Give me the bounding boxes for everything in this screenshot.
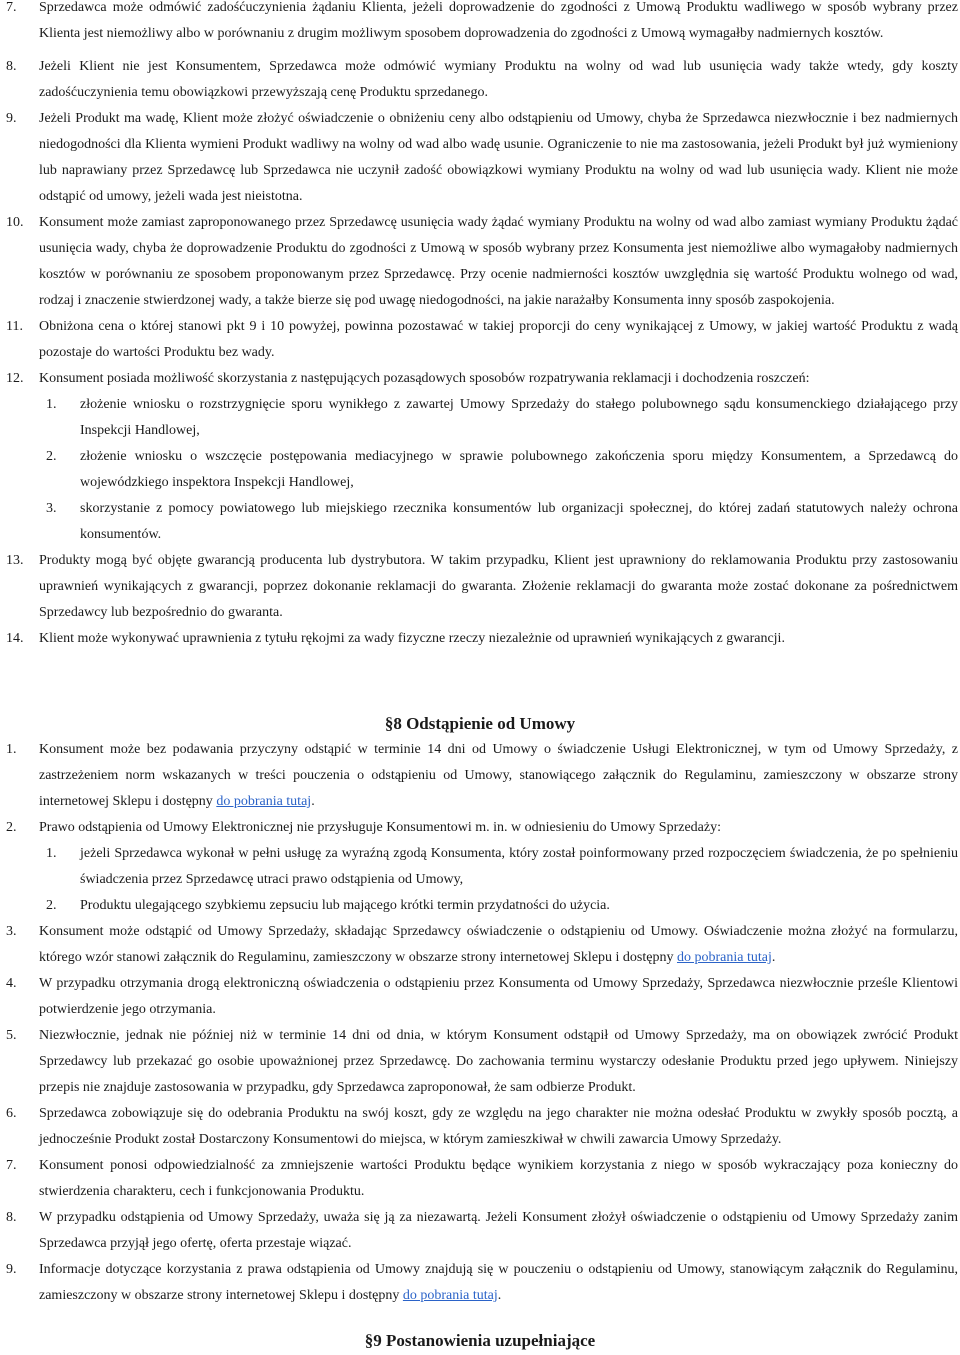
list-item [0,626,960,652]
item-text: W przypadku odstąpienia od Umowy Sprzedaży, uważa się ją za niezawartą. Jeżeli Konsument złożył oświadczenie o odstąpieniu od Umowy Sprzedaży zanim Sprzedawca przyjął jego ofertę, oferta przestaje wiązać. [39,1210,958,1251]
list-item [0,971,960,1023]
list-item [0,1023,960,1101]
item-text: Klient może wykonywać uprawnienia z tytułu rękojmi za wady fizyczne rzeczy niezależnie od uprawnień wynikających z gwarancji. [39,631,785,646]
list-item [0,1205,960,1257]
item-text: Sprzedawca zobowiązuje się do odebrania Produktu na swój koszt, gdy ze względu na jego charakter nie można odesłać Produktu w zwykły sposób pocztą, a jednocześnie Produkt został Dostarczony Konsumentowi do miejsca, w którym zamieszkiwał w chwili zawarcia Umowy Sprzedaży. [39,1106,958,1147]
item-text: Jeżeli Klient nie jest Konsumentem, Sprzedawca może odmówić wymiany Produktu na wolny od wad lub usunięcia wady także wtedy, gdy koszty zadośćuczynienia temu obowiązkowi przewyższają cenę Produktu sprzedanego. [39,59,958,100]
item-number: 2. [6,820,17,835]
item-text: jeżeli Sprzedawca wykonał w pełni usługę za wyraźną zgodą Konsumenta, który został poinformowany przed rozpoczęciem świadczenia, że po spełnieniu świadczenia przez Sprzedawcę utraci prawo odstąpienia od Umowy, [80,846,958,887]
item-text: Konsument może zamiast zaproponowanego przez Sprzedawcę usunięcia wady żądać wymiany Produktu na wolny od wad albo zamiast wymiany Produktu żądać usunięcia wady, chyba że doprowadzenie Produktu do zgodności z Umową w sposób wybrany przez Konsumenta jest niemożliwe albo wymagałoby nadmiernych kosztów w porównaniu ze sposobem proponowanym przez Sprzedawcę. Przy ocenie nadmierności kosztów uwzględnia się wartość Produktu wolnego od wad, rodzaj i znaczenie stwierdzonej wady, a także bierze się pod uwagę niedogodności, na jakie narażałby Konsumenta inny sposób zaspokojenia. [39,215,958,308]
list-item [0,54,960,106]
item-text: Prawo odstąpienia od Umowy Elektronicznej nie przysługuje Konsumentowi m. in. w odniesieniu do Umowy Sprzedaży: [39,820,721,835]
item-text: Obniżona cena o której stanowi pkt 9 i 10 powyżej, powinna pozostawać w takiej proporcji do ceny wynikającej z Umowy, w jakiej wartość Produktu z wadą pozostaje do wartości Produktu bez wady. [39,319,958,360]
sub-list-item [0,496,960,548]
list-item [0,1153,960,1205]
item-number: 9. [6,1262,17,1277]
item-text-end: . [497,1288,502,1303]
section-heading: §9 Postanowienia uzupełniające [364,1331,596,1350]
section-heading: §8 Odstąpienie od Umowy [384,714,576,733]
item-text-end: . [771,950,776,965]
download-link[interactable]: do pobrania tutaj [676,950,772,965]
item-number: 13. [6,553,24,568]
item-text: Jeżeli Produkt ma wadę, Klient może złożyć oświadczenie o obniżeniu ceny albo odstąpieniu od Umowy, chyba że Sprzedawca niezwłocznie i bez nadmiernych niedogodności dla Klienta wymieni Produkt wadliwy na wolny od wad albo wadę usunie. Ograniczenie to nie ma zastosowania, jeżeli Produkt był już wymieniony lub naprawiany przez Sprzedawcę lub Sprzedawca nie uczynił zadość obowiązkowi wymiany Produktu na wolny od wad lub usunięcia wady. Klient nie może odstąpić od umowy, jeżeli wada jest nieistotna. [39,111,958,204]
item-number: 8. [6,1210,17,1225]
item-number: 7. [6,0,17,15]
item-number: 1. [6,742,17,757]
item-text: Konsument może bez podawania przyczyny odstąpić w terminie 14 dni od Umowy o świadczenie Usługi Elektronicznej, w tym od Umowy Sprzedaży, z zastrzeżeniem norm wskazanych w treści pouczenia o odstąpieniu od Umowy, stanowiącego załącznik do Regulaminu, zamieszczony w obszarze strony internetowej Sklepu i dostępny [39,742,958,809]
sub-list-item [0,392,960,444]
item-text: skorzystanie z pomocy powiatowego lub miejskiego rzecznika konsumentów lub organizacji społecznej, do której zadań statutowych należy ochrona konsumentów. [80,501,958,542]
item-number: 14. [6,631,24,646]
download-link[interactable]: do pobrania tutaj [402,1288,498,1303]
item-text: złożenie wniosku o wszczęcie postępowania mediacyjnego w sprawie polubownego zakończenia sporu między Konsumentem, a Sprzedawcą do wojewódzkiego inspektora Inspekcji Handlowej, [80,449,958,490]
item-number: 1. [46,397,57,412]
item-text: złożenie wniosku o rozstrzygnięcie sporu wynikłego z zawartej Umowy Sprzedaży do stałego polubownego sądu konsumenckiego działającego przy Inspekcji Handlowej, [80,397,958,438]
sub-list-item [0,893,960,919]
item-text-end: . [311,794,315,809]
sub-list-item [0,841,960,893]
item-number: 3. [46,501,57,516]
item-number: 1. [46,846,57,861]
download-link[interactable]: do pobrania tutaj [216,794,312,809]
item-number: 2. [46,449,57,464]
list-item [0,0,960,47]
item-number: 12. [6,371,24,386]
list-item [0,366,960,392]
section-8 [0,711,960,1309]
item-text: W przypadku otrzymania drogą elektroniczną oświadczenia o odstąpieniu przez Konsumenta od Umowy Sprzedaży, Sprzedawca niezwłocznie prześle Klientowi potwierdzenie jego otrzymania. [39,976,958,1017]
item-text: Produkty mogą być objęte gwarancją producenta lub dystrybutora. W takim przypadku, Klient jest uprawniony do reklamowania Produktu przy zastosowaniu uprawnień wynikających z gwarancji, poprzez dokonanie reklamacji do gwaranta. Złożenie reklamacji do gwaranta może zostać dokonane za pośrednictwem Sprzedawcy lub bezpośrednio do gwaranta. [39,553,958,620]
item-number: 2. [46,898,57,913]
list-item [0,737,960,815]
list-item [0,1101,960,1153]
list-item [0,314,960,366]
section-9 [0,1328,960,1354]
item-number: 9. [6,111,17,126]
list-item [0,548,960,626]
item-text: Sprzedawca może odmówić zadośćuczynienia żądaniu Klienta, jeżeli doprowadzenie do zgodności z Umową Produktu wadliwego w sposób wybrany przez Klienta jest niemożliwy albo w porównaniu z drugim możliwym sposobem doprowadzenia do zgodności z Umową wymagałby nadmiernych kosztów. [39,0,958,41]
list-item [0,106,960,210]
item-number: 4. [6,976,17,991]
item-text: Produktu ulegającego szybkiemu zepsuciu lub mającego krótki termin przydatności do użycia. [80,898,610,913]
item-text: Konsument może odstąpić od Umowy Sprzedaży, składając Sprzedawcy oświadczenie o odstąpieniu od Umowy. Oświadczenie można złożyć na formularzu, którego wzór stanowi załącznik do Regulaminu, zamieszczony w obszarze strony internetowej Sklepu i dostępny [39,924,958,965]
item-number: 7. [6,1158,17,1173]
item-number: 6. [6,1106,17,1121]
item-number: 11. [6,319,23,334]
item-number: 8. [6,59,17,74]
item-number: 3. [6,924,17,939]
list-item [0,815,960,841]
item-text: Konsument ponosi odpowiedzialność za zmniejszenie wartości Produktu będące wynikiem korzystania z niego w sposób wykraczający poza konieczny do stwierdzenia charakteru, cech i funkcjonowania Produktu. [39,1158,958,1199]
item-text: Konsument posiada możliwość skorzystania z następujących pozasądowych sposobów rozpatrywania reklamacji i dochodzenia roszczeń: [39,371,810,386]
list-item [0,1257,960,1309]
item-number: 10. [6,215,24,230]
item-text: Niezwłocznie, jednak nie później niż w terminie 14 dni od dnia, w którym Konsument odstąpił od Umowy Sprzedaży, ma on obowiązek zwrócić Produkt Sprzedawcy lub przekazać go osobie upoważnionej przez Sprzedawcę. Do zachowania terminu wystarczy odesłanie Produktu przed jego upływem. Niniejszy przepis nie znajduje zastosowania w przypadku, gdy Sprzedawca zaproponował, że sam odbierze Produkt. [39,1028,958,1095]
sub-list-item [0,444,960,496]
section-7-continuation [0,0,960,652]
list-item [0,210,960,314]
item-text: Informacje dotyczące korzystania z prawa odstąpienia od Umowy znajdują się w pouczeniu o odstąpieniu od Umowy, stanowiącym załącznik do Regulaminu, zamieszczony w obszarze strony internetowej Sklepu i dostępny [39,1262,958,1303]
list-item [0,919,960,971]
item-number: 5. [6,1028,17,1043]
